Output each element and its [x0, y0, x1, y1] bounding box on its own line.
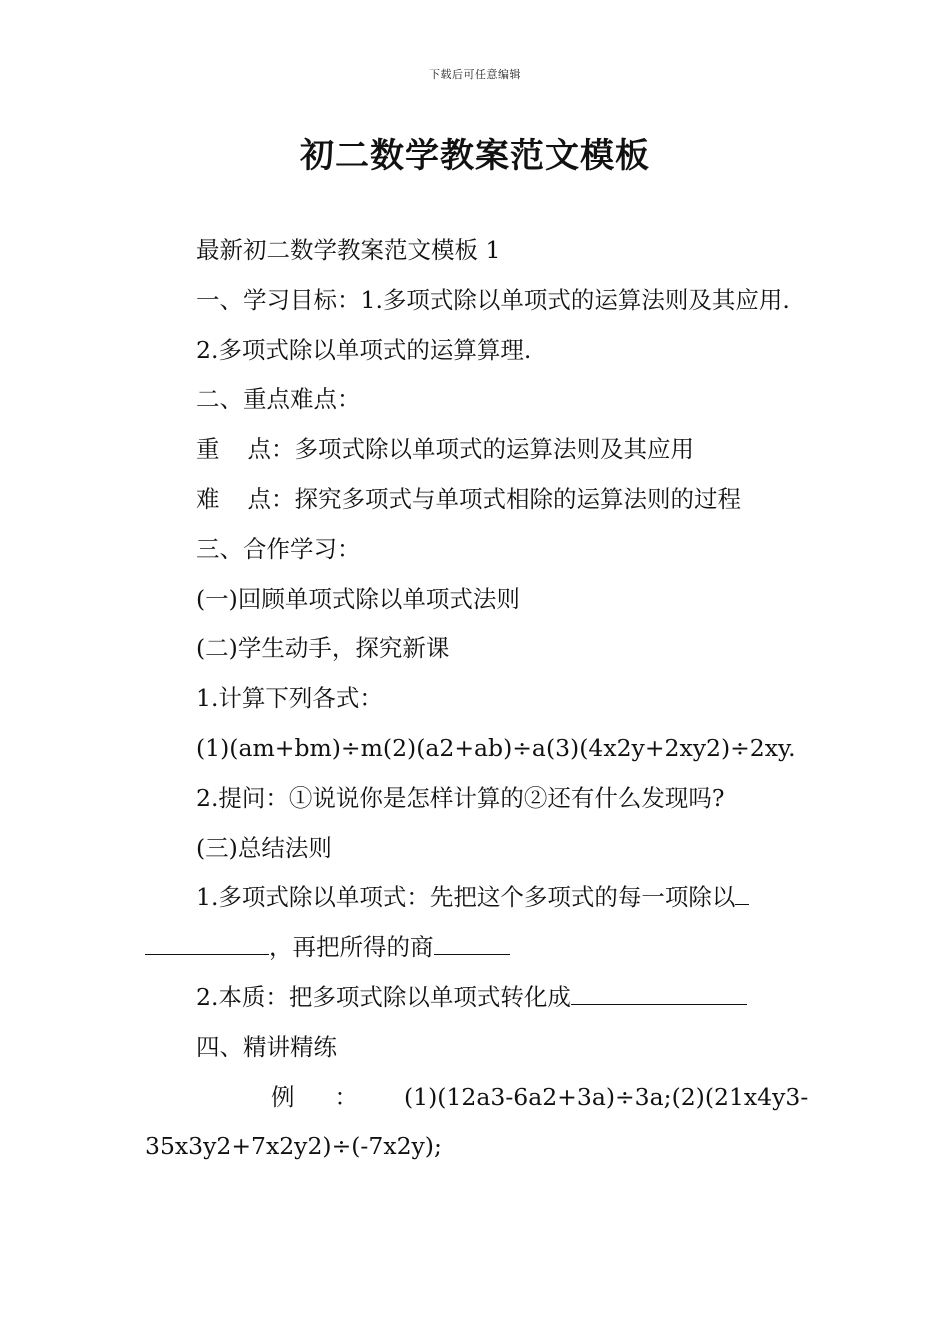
difficult-point-text: 探究多项式与单项式相除的运算法则的过程 — [294, 484, 741, 513]
review-paragraph: (一)回顾单项式除以单项式法则 — [196, 584, 520, 613]
example-text: (1)(12a3-6a2+3a)÷3a;(2)(21x4y3-35x3y2+7x2y2)÷(-7x2y); — [145, 1082, 809, 1161]
calculate-items-paragraph: (1)(am+bm)÷m(2)(a2+ab)÷a(3)(4x2y+2xy2)÷2xy. — [196, 733, 796, 762]
fill-blank-1a — [735, 880, 749, 906]
key-point-text: 多项式除以单项式的运算法则及其应用 — [294, 435, 694, 464]
header-note: 下载后可任意编辑 — [429, 68, 521, 81]
key-point-paragraph — [145, 425, 810, 475]
rule-text-b: ，再把所得的商 — [269, 933, 434, 962]
difficult-point-label: 难 — [196, 484, 220, 513]
example-label: 例 — [271, 1082, 295, 1111]
learning-goal-2-paragraph: 2.多项式除以单项式的运算算理. — [196, 335, 532, 364]
key-point-label: 重 — [196, 435, 220, 464]
subtitle-paragraph: 最新初二数学教案范文模板 1 — [196, 236, 501, 264]
explore-paragraph: (二)学生动手，探究新课 — [196, 634, 450, 663]
document-title: 初二数学教案范文模板 — [300, 136, 650, 176]
essence-text: 2.本质：把多项式除以单项式转化成 — [196, 982, 571, 1011]
rule-paragraph — [145, 873, 810, 973]
fill-blank-2 — [434, 929, 510, 955]
summary-heading: (三)总结法则 — [196, 833, 332, 862]
question-paragraph: 2.提问：①说说你是怎样计算的②还有什么发现吗? — [196, 783, 725, 812]
rule-text-a: 1.多项式除以单项式：先把这个多项式的每一项除以 — [196, 883, 736, 912]
fill-blank-3 — [571, 979, 747, 1005]
key-point-label-2: 点： — [247, 435, 295, 464]
practice-heading: 四、精讲精练 — [196, 1032, 337, 1061]
calculate-paragraph: 1.计算下列各式： — [196, 684, 383, 713]
example-paragraph — [145, 1073, 810, 1173]
difficult-point-label-2: 点： — [247, 484, 295, 513]
key-difficult-heading: 二、重点难点： — [196, 385, 361, 414]
learning-goal-paragraph: 一、学习目标：1.多项式除以单项式的运算法则及其应用. — [196, 285, 790, 314]
essence-paragraph — [145, 973, 810, 1023]
cooperative-learning-heading: 三、合作学习： — [196, 534, 361, 563]
fill-blank-1b — [145, 929, 269, 955]
document-body — [145, 226, 810, 1172]
difficult-point-paragraph — [145, 475, 810, 525]
example-colon: ： — [334, 1082, 358, 1111]
